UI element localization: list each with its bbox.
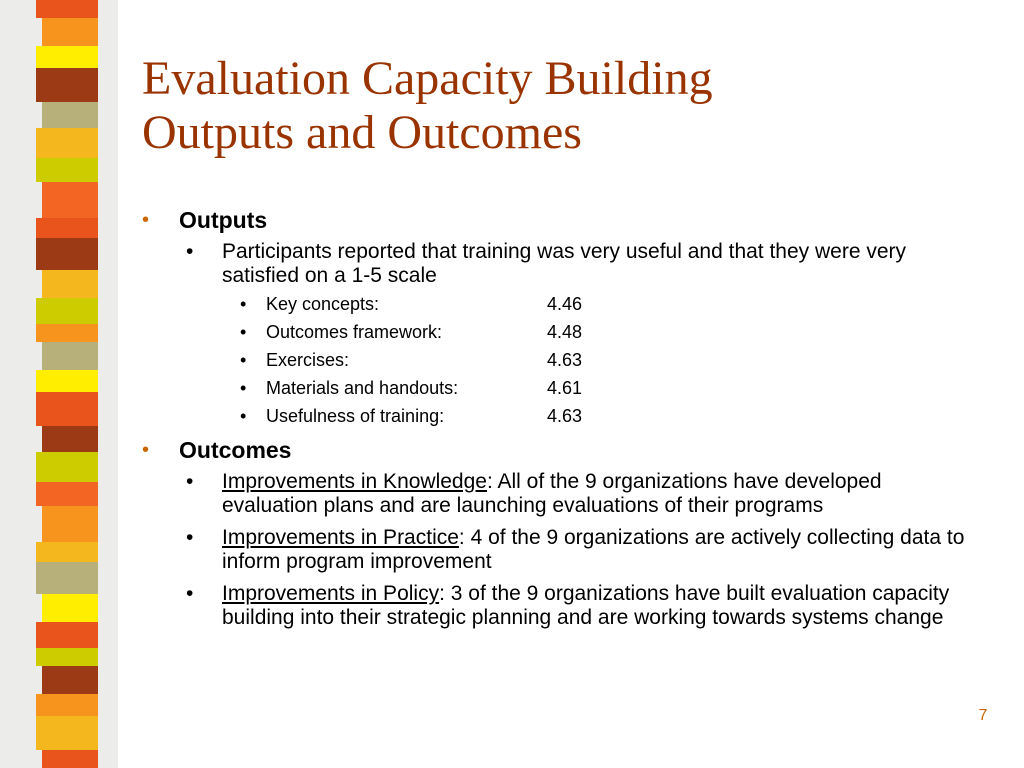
outputs-sub-item [142, 240, 982, 288]
stripe-block [36, 46, 98, 68]
rating-row [142, 374, 982, 402]
rating-row [142, 318, 982, 346]
rating-row [142, 290, 982, 318]
stripe-block [36, 716, 98, 750]
slide-title [142, 52, 982, 160]
outputs-heading-item [142, 206, 982, 234]
outcome-item [142, 582, 982, 630]
outputs-sub-text: Participants reported that training was very useful and that they were very satisfied on a 1-5 scale [222, 240, 907, 287]
rating-value: 4.48 [547, 322, 583, 342]
stripe-block [36, 694, 98, 716]
stripe-block [42, 666, 98, 694]
stripe-block [42, 506, 98, 542]
bullet: • [240, 294, 247, 314]
bullet: • [240, 406, 247, 426]
rating-label: Usefulness of training: [266, 406, 445, 426]
stripe-block [42, 342, 98, 370]
bullet: • [186, 470, 194, 493]
stripe-block [36, 482, 98, 506]
stripe-block [36, 158, 98, 182]
rating-row [142, 346, 982, 374]
outcome-item [142, 526, 982, 574]
bullet: • [240, 350, 247, 370]
stripe-block [36, 370, 98, 392]
stripe-block [42, 426, 98, 452]
rating-label: Exercises: [266, 350, 350, 370]
title-line-2: Outputs and Outcomes [142, 106, 582, 159]
rating-row [142, 402, 982, 430]
ratings-list [142, 290, 982, 430]
stripe-block [36, 218, 98, 238]
stripe-block [36, 648, 98, 666]
bullet: • [186, 526, 194, 549]
stripe-block [42, 750, 98, 768]
rating-value: 4.46 [547, 294, 583, 314]
outcome-item [142, 470, 982, 518]
stripe-block [36, 622, 98, 648]
outcome-text: : 4 of the 9 organizations are actively collecting data to inform program improvement [222, 526, 965, 573]
slide-body [142, 206, 982, 630]
title-line-1: Evaluation Capacity Building [142, 52, 713, 105]
stripe-block [36, 452, 98, 482]
stripe-block [36, 68, 98, 102]
bullet: • [240, 322, 247, 342]
stripe-block [36, 392, 98, 426]
stripe-block [42, 182, 98, 218]
stripe-block [36, 562, 98, 594]
rating-value: 4.63 [547, 350, 583, 370]
rating-label: Outcomes framework: [266, 322, 443, 342]
outcome-lead: Improvements in Practice [222, 526, 459, 549]
bullet: • [186, 240, 194, 263]
rating-label: Key concepts: [266, 294, 380, 314]
outcome-text: : All of the 9 organizations have developed evaluation plans and are launching evaluations of their programs [222, 470, 882, 517]
stripe-block [36, 0, 98, 18]
bullet: • [142, 439, 150, 461]
rating-value: 4.61 [547, 378, 583, 398]
stripe-block [36, 128, 98, 158]
stripe-block [42, 594, 98, 622]
rating-label: Materials and handouts: [266, 378, 459, 398]
stripe-blocks [36, 0, 98, 768]
stripe-block [42, 102, 98, 128]
bullet: • [142, 209, 150, 231]
decorative-color-stripe [0, 0, 118, 768]
outcome-lead: Improvements in Policy [222, 582, 440, 605]
stripe-block [36, 298, 98, 324]
stripe-block [42, 270, 98, 298]
stripe-block [36, 324, 98, 342]
page-number: 7 [978, 707, 988, 724]
rating-value: 4.63 [547, 406, 583, 426]
bullet: • [186, 582, 194, 605]
outcome-text: : 3 of the 9 organizations have built evaluation capacity building into their strategic planning and are working towards systems change [222, 582, 950, 629]
stripe-block [36, 542, 98, 562]
stripe-block [42, 18, 98, 46]
outcomes-heading: Outcomes [179, 437, 292, 463]
outputs-heading: Outputs [179, 207, 268, 233]
outcomes-heading-item [142, 436, 982, 464]
outcome-lead: Improvements in Knowledge [222, 470, 487, 493]
bullet: • [240, 378, 247, 398]
stripe-block [36, 238, 98, 270]
